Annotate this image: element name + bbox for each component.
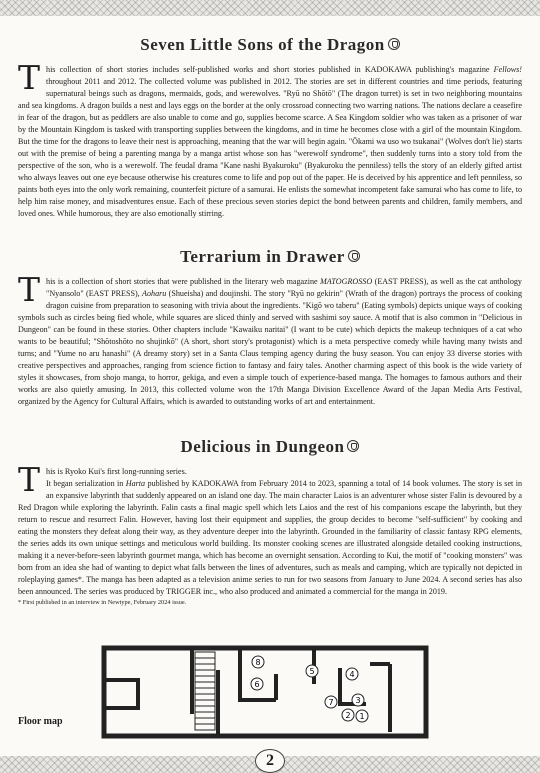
dropcap-letter: T	[18, 58, 41, 97]
magazine-title: MATOGROSSO	[320, 277, 373, 286]
svg-text:1: 1	[359, 712, 365, 721]
section-title-text: Delicious in Dungeon	[180, 437, 345, 456]
page-number: 2	[255, 749, 285, 773]
decorative-border-top	[0, 0, 540, 16]
floor-map-marker-4	[346, 668, 358, 680]
body-text-part: It began serialization in	[46, 479, 126, 488]
body-text-part: his is Ryoko Kui's first long-running series.	[46, 467, 187, 476]
svg-text:6: 6	[254, 680, 260, 689]
section-seven-little-sons	[18, 34, 522, 220]
section-delicious-in-dungeon	[18, 436, 522, 607]
dropcap-letter: T	[18, 460, 41, 499]
section-body	[18, 58, 522, 220]
magazine-title: Aoharu	[142, 289, 167, 298]
section-body	[18, 270, 522, 408]
floor-map-label: Floor map	[18, 716, 63, 727]
body-text-part: (EAST PRESS), as well as the cat anthology "Nyansolo" (EAST PRESS),	[46, 277, 522, 298]
dropcap-letter: T	[18, 270, 41, 309]
section-title	[18, 34, 522, 56]
section-title	[18, 436, 522, 458]
body-text-part: his is a collection of short stories that were published in the literary web magazine	[46, 277, 321, 286]
floor-map-marker-8	[252, 656, 264, 668]
circled-marker-icon	[388, 38, 400, 50]
section-title-text: Terrarium in Drawer	[180, 247, 345, 266]
floor-map-marker-7	[325, 696, 337, 708]
svg-text:2: 2	[345, 711, 351, 720]
body-text-part: throughout 2011 and 2012. The collected volume was published in 2012. The stories are set in different countries and time periods, featuring supernatural beings such as dragons, mermaids, gods, and werewolves. "Ryū no Shōtō" (The dragon turret) is set in two neighboring mountains and sea kingdoms. A dragon builds a nest and lays eggs on the border at the only crossroad connecting two warring nations. The nations declare a ceasefire in fear of the dragon, but as peddlers are also unable to come and go, supplies become scarce. A Sea Kingdom soldier who was taken as a prisoner of war by the Mountain Kingdom is tasked with transporting supplies between the kingdoms, and in time he becomes close with a girl of the mountain Kingdom. But the time for the dragons to leave their nest is approaching, meaning that the war will begin again. "Ōkami wa uso wo tsukanai" (Wolves don't lie) starts out with the premise of being a parenting manga by a manga artist whose son has "werewolf syndrome", then suddenly turns into a story told from the perspective of the son, who is a werewolf. The feudal drama "Kane nashi Byakuroku" (Byakuroku the penniless) tells the story of an elderly gifted artist who always leaves out one eye because otherwise his creatures come to life and pop out of the paper. He is deceived by his apprentice and left penniless, so paints both eyes into the only work remaining, counterfeit picture of a samurai. He enlists the somewhat incompetent fake samurai who has come to life, to help him raise money, and misadventures ensue. Each of these precious seven stories depict the bond between parents and children, family members, and loved ones. While humorous, they are also emotionally stirring.	[18, 77, 522, 218]
body-text-part: (Shueisha) and doujinshi. The story "Ryū no gekirin" (Wrath of the dragon) portrays the process of cooking dragon cuisine from preparation to seasoning with trivia about the ingredients. "Kigō wo taberu" (Eating symbols) depicts unique ways of cooking symbols such as circles being fied whole, while squares are sliced thinly and served with sashimi soy sauce. A motif that is also common in "Delicious in Dungeon" can be found in these stories. Other chapters include "Kawaiku naritai" (I want to be cute) which depicts the makeup techniques of a cat who wants to be beautiful; "Shōtoshōto no shujinkō" (A short, short story's protagonist) which is a meta perspective comedy while having many twists and turns; and "Yume no aru hanashi" (A dreamy story) set in a Santa Claus temping agency during the busy season. You can enjoy 33 diverse stories with creative perspectives and approaches, ranging from science fiction to fantasy and fairy tales. Another charming aspect of this book is the wide variety of styles it showcases, from shojo manga, to horror, gekiga, and even a simple touch of experience-based manga. The homages to famous authors and their works are also quietly amusing. In 2013, this collected volume won the 17th Manga Division Excellence Award of the Japan Media Arts Festival, organized by the Agency for Cultural Affairs, which is awarded to outstanding works of art and entertainment.	[18, 289, 522, 406]
svg-text:4: 4	[349, 670, 355, 679]
floor-map-marker-6	[251, 678, 263, 690]
svg-text:3: 3	[355, 696, 361, 705]
section-terrarium-in-drawer	[18, 246, 522, 408]
svg-text:5: 5	[309, 667, 315, 676]
section-body	[18, 460, 522, 598]
body-text-part: his collection of short stories includes self-published works and short stories published in KADOKAWA publishing's magazine	[46, 65, 494, 74]
circled-marker-icon	[347, 440, 359, 452]
body-text-part: published by KADOKAWA from February 2014 to 2023, spanning a total of 14 book volumes. The story is set in an expansive labyrinth that suddenly appeared on an island one day. The main character Laios is an adventurer whose sister Falin is devoured by a Red Dragon while exploring the labyrinth. Falin casts a final magic spell which lets Laios and the rest of his companions escape the labyrinth, but they return to rescue and resurrect Falin. However, having lost their equipment and supplies, the group decides to become "self-sufficient" by cooking and eating the monsters they defeat along their way, as they adventure deeper into the labyrinth. Grounded in the familiarity of classic fantasy RPG elements, the series adds its own unique settings and meticulous world building. Its monster cooking scenes are illustrated alongside detailed cooking instructions, making it a never-before-seen labyrinth gourmet manga, which has become an overnight sensation. According to Kui, the motif of "cooking monsters" was born from an idea she had of wanting to depict what falls between the lines of adventures, such as meals and camping, which are typically not depicted in roleplaying games*. The manga has been adapted as a television anime series to run for two seasons from January to June 2024. A second series has also been announced. The series was produced by TRIGGER inc., who also produced and animated a commercial for the manga in 2019.	[18, 479, 522, 596]
floor-map	[100, 644, 430, 740]
svg-text:8: 8	[255, 658, 261, 667]
magazine-title: Fellows!	[493, 65, 522, 74]
floor-map-marker-5	[306, 665, 318, 677]
magazine-title: Harta	[125, 479, 146, 488]
footnote: * First published in an interview in Newtype, February 2024 issue.	[18, 599, 187, 606]
section-title	[18, 246, 522, 268]
floor-map-marker-1	[356, 710, 368, 722]
floor-map-marker-2	[342, 709, 354, 721]
floor-map-marker-3	[352, 694, 364, 706]
svg-text:7: 7	[328, 698, 334, 707]
circled-marker-icon	[348, 250, 360, 262]
section-title-text: Seven Little Sons of the Dragon	[140, 35, 385, 54]
